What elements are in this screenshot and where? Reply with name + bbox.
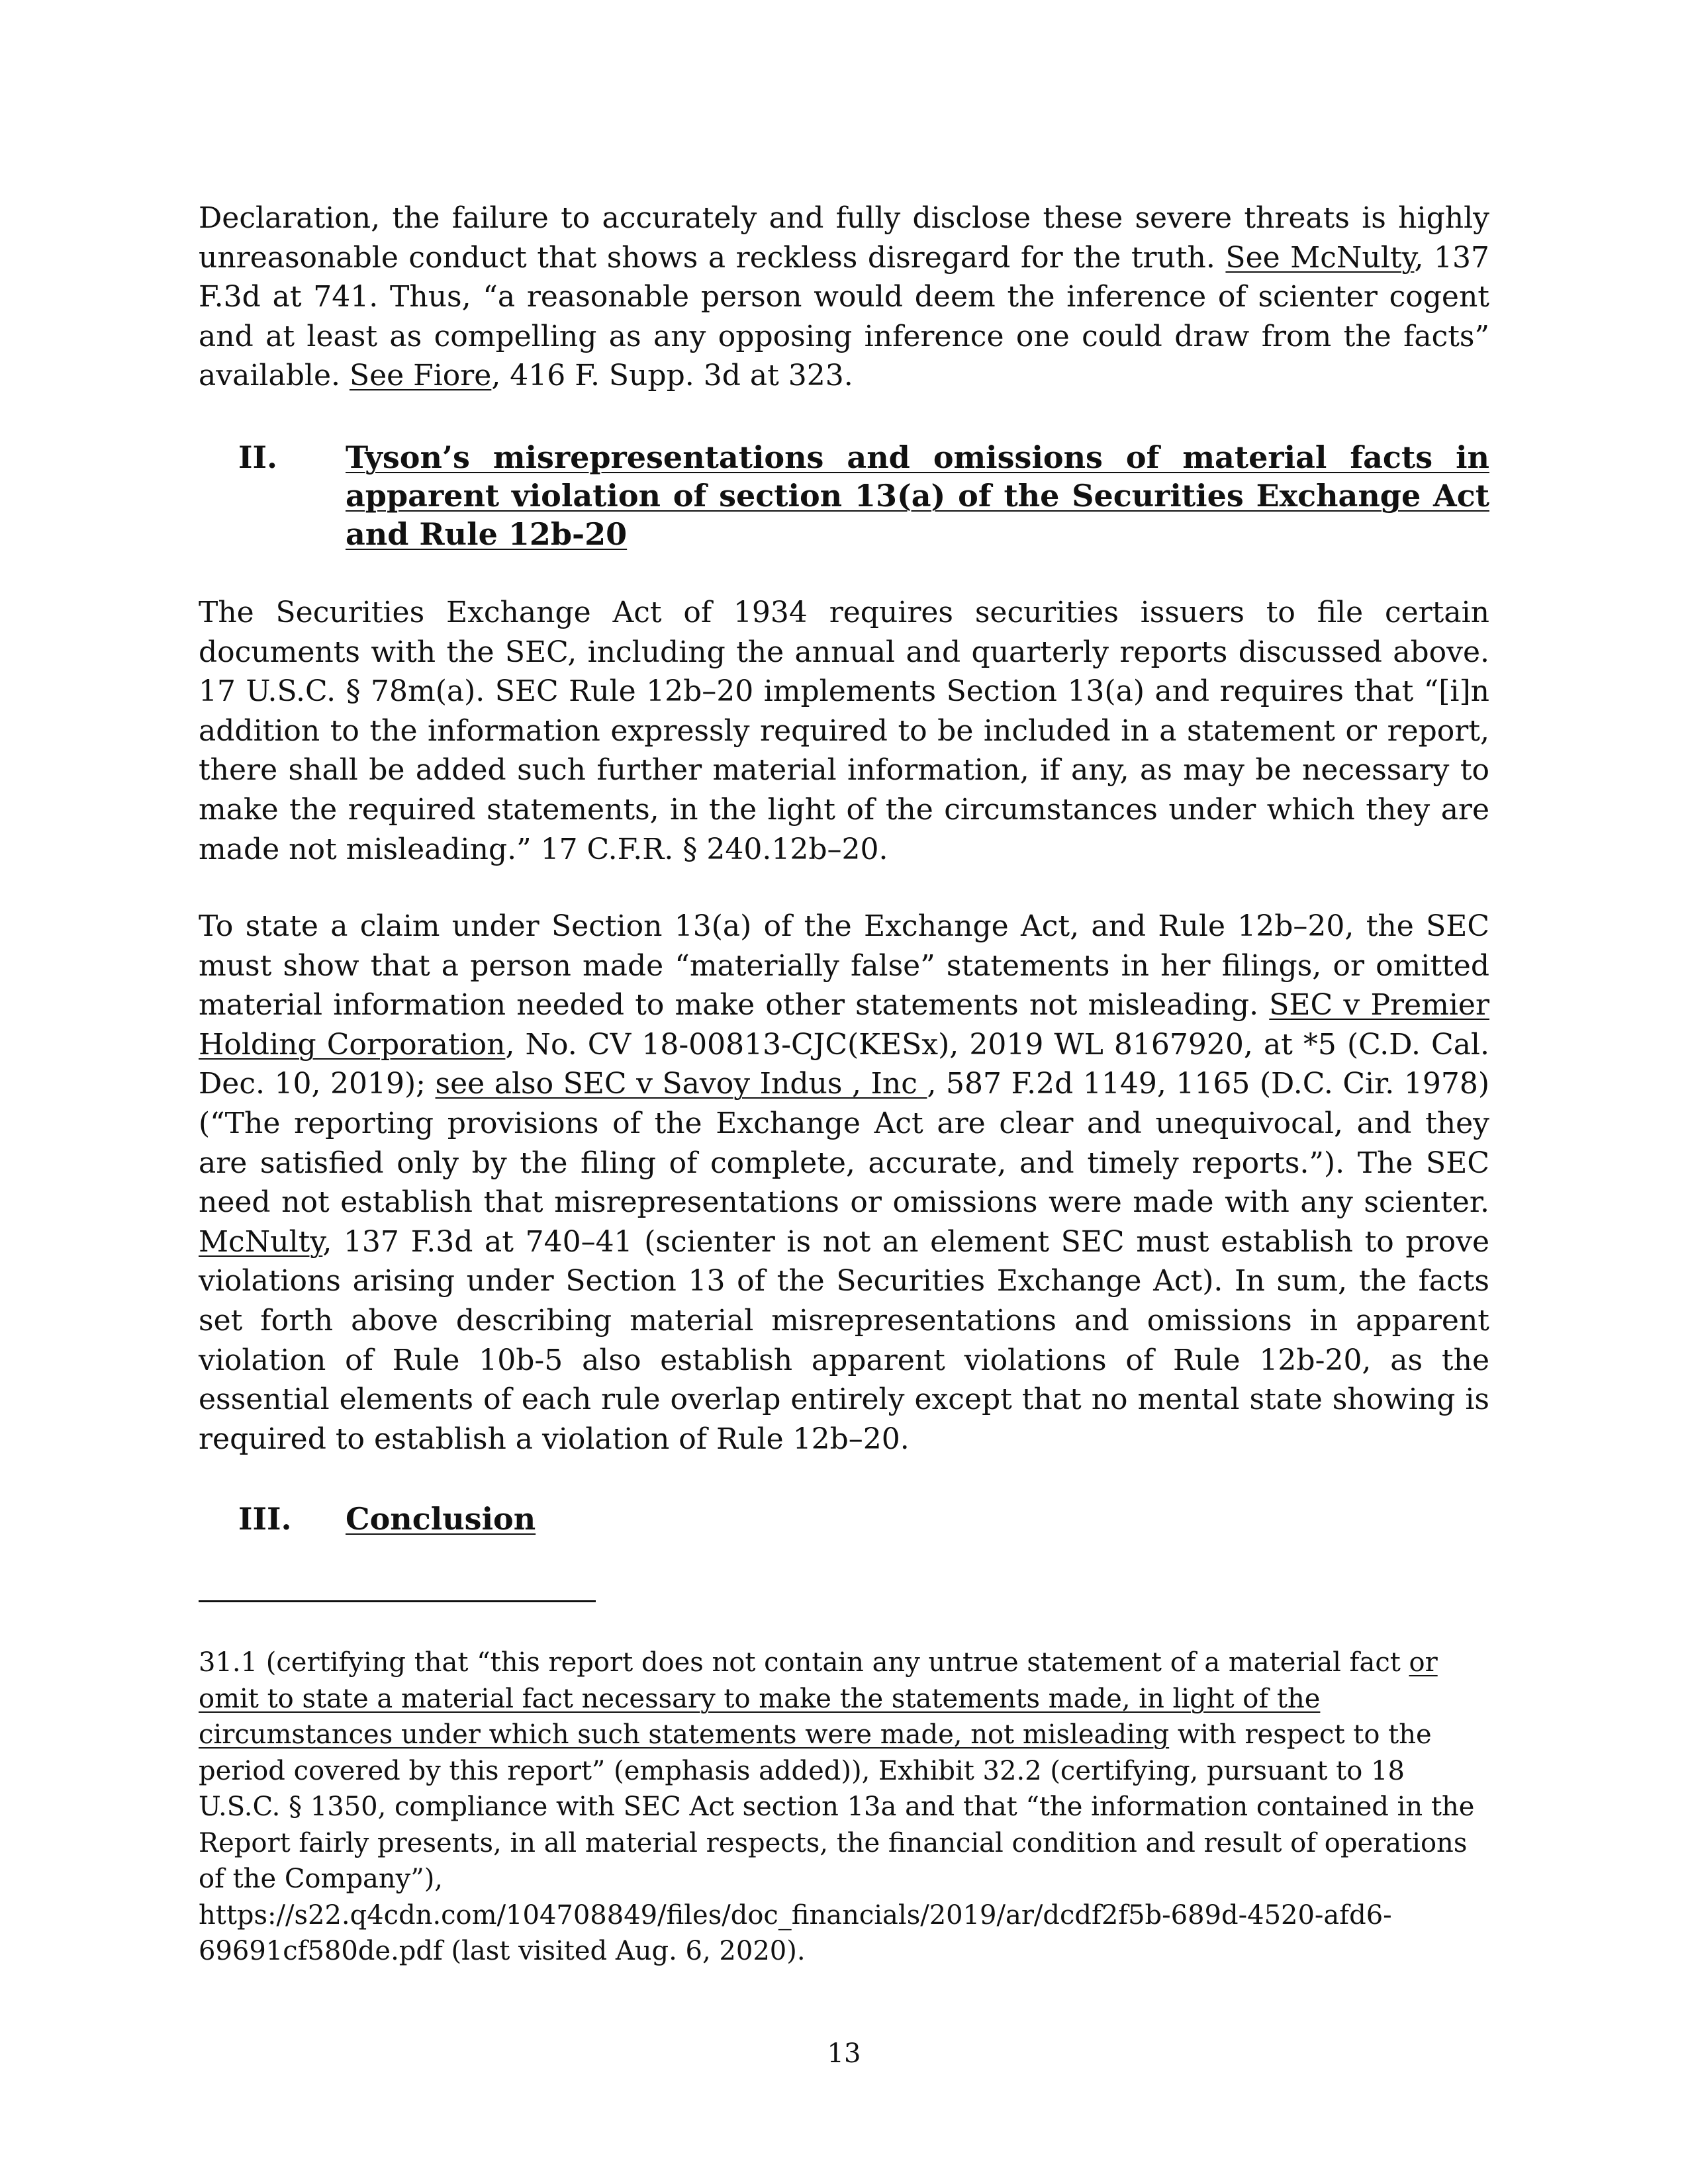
section-number: II.	[238, 439, 278, 475]
text-span: , 587 F.2d 1149, 1165 (D.C. Cir. 1978) (“The reporting provisions of the Exchange Act are clear and unequivocal, and they are satisfied only by the filing of complete, accurate, and timely reports.”). The SEC need not establish that misrepresentations or omissions were made with any scienter.	[199, 1067, 1489, 1220]
emphasis-underline: or omit to state a material fact necessary to make the statements made, in light of the circumstances under which such statements were made, not misleading	[199, 1647, 1438, 1750]
text-span: 31.1 (certifying that “this report does not contain any untrue statement of a material fact	[199, 1647, 1409, 1678]
citation-premier-holding: SEC v Premier Holding Corporation	[199, 988, 1489, 1062]
text-span: To state a claim under Section 13(a) of the Exchange Act, and Rule 12b–20, the SEC must show that a person made “materially false” statements in her filings, or omitted material information needed to make other statements not misleading.	[199, 909, 1489, 1023]
footnote	[199, 1645, 1489, 1970]
text-span: Declaration, the failure to accurately and fully disclose these severe threats is highly unreasonable conduct that shows a reckless disregard for the truth.	[199, 201, 1489, 275]
text-span: , 137 F.3d at 741. Thus, “a reasonable person would deem the inference of scienter cogent and at least as compelling as any opposing inference one could draw from the facts” available.	[199, 240, 1489, 393]
page-number: 13	[827, 2038, 861, 2069]
citation-fiore: See Fiore	[349, 359, 492, 393]
citation-mcnulty: See McNulty	[1225, 240, 1415, 275]
paragraph-exchange-act	[199, 593, 1489, 869]
footnote-url-line	[199, 1897, 1489, 1970]
citation-savoy: see also SEC v Savoy Indus , Inc	[435, 1067, 927, 1101]
text-span: The Securities Exchange Act of 1934 requires securities issuers to file certain documents with the SEC, including the annual and quarterly reports discussed above. 17 U.S.C. § 78m(a). SEC Rule 12b–20 implements Section 13(a) and requires that “[i]n addition to the information expressly required to be included in a statement or report, there shall be added such further material information, if any, as may be necessary to make the required statements, in the light of the circumstances under which they are made not misleading.” 17 C.F.R. § 240.12b–20.	[199, 596, 1489, 866]
paragraph-scienter-conclusion	[199, 199, 1489, 396]
section-heading-iii	[238, 1500, 1489, 1538]
footnote-divider	[199, 1600, 596, 1602]
section-heading-ii	[238, 438, 1489, 553]
section-title: Tyson’s misrepresentations and omissions of material facts in apparent violation of section 13(a) of the Securities Exchange Act and Rule 12b-20	[346, 439, 1489, 552]
paragraph-section-13a-claim	[199, 907, 1489, 1459]
text-span: with respect to the period covered by this report” (emphasis added)), Exhibit 32.2 (certifying, pursuant to 18 U.S.C. § 1350, compliance with SEC Act section 13a and that “the information contained in the Report fairly presents, in all material respects, the financial condition and result of operations of the Company”),	[199, 1719, 1475, 1894]
section-number: III.	[238, 1501, 292, 1537]
text-span: , 137 F.3d at 740–41 (scienter is not an element SEC must establish to prove violations arising under Section 13 of the Securities Exchange Act). In sum, the facts set forth above describing material misrepresentations and omissions in apparent violation of Rule 10b-5 also establish apparent violations of Rule 12b-20, as the essential elements of each rule overlap entirely except that no mental state showing is required to establish a violation of Rule 12b–20.	[199, 1224, 1489, 1456]
section-title: Conclusion	[346, 1501, 536, 1537]
citation-mcnulty-2: McNulty	[199, 1224, 323, 1259]
footnote-text	[199, 1645, 1489, 1897]
footnote-url[interactable]: https://s22.q4cdn.com/104708849/files/doc_financials/2019/ar/dcdf2f5b-689d-4520-afd6-69691cf580de.pdf	[199, 1899, 1392, 1966]
text-span: , No. CV 18-00813-CJC(KESx), 2019 WL 8167920, at *5 (C.D. Cal. Dec. 10, 2019);	[199, 1027, 1489, 1101]
text-span: , 416 F. Supp. 3d at 323.	[491, 359, 853, 393]
text-span: (last visited Aug. 6, 2020).	[442, 1936, 806, 1966]
